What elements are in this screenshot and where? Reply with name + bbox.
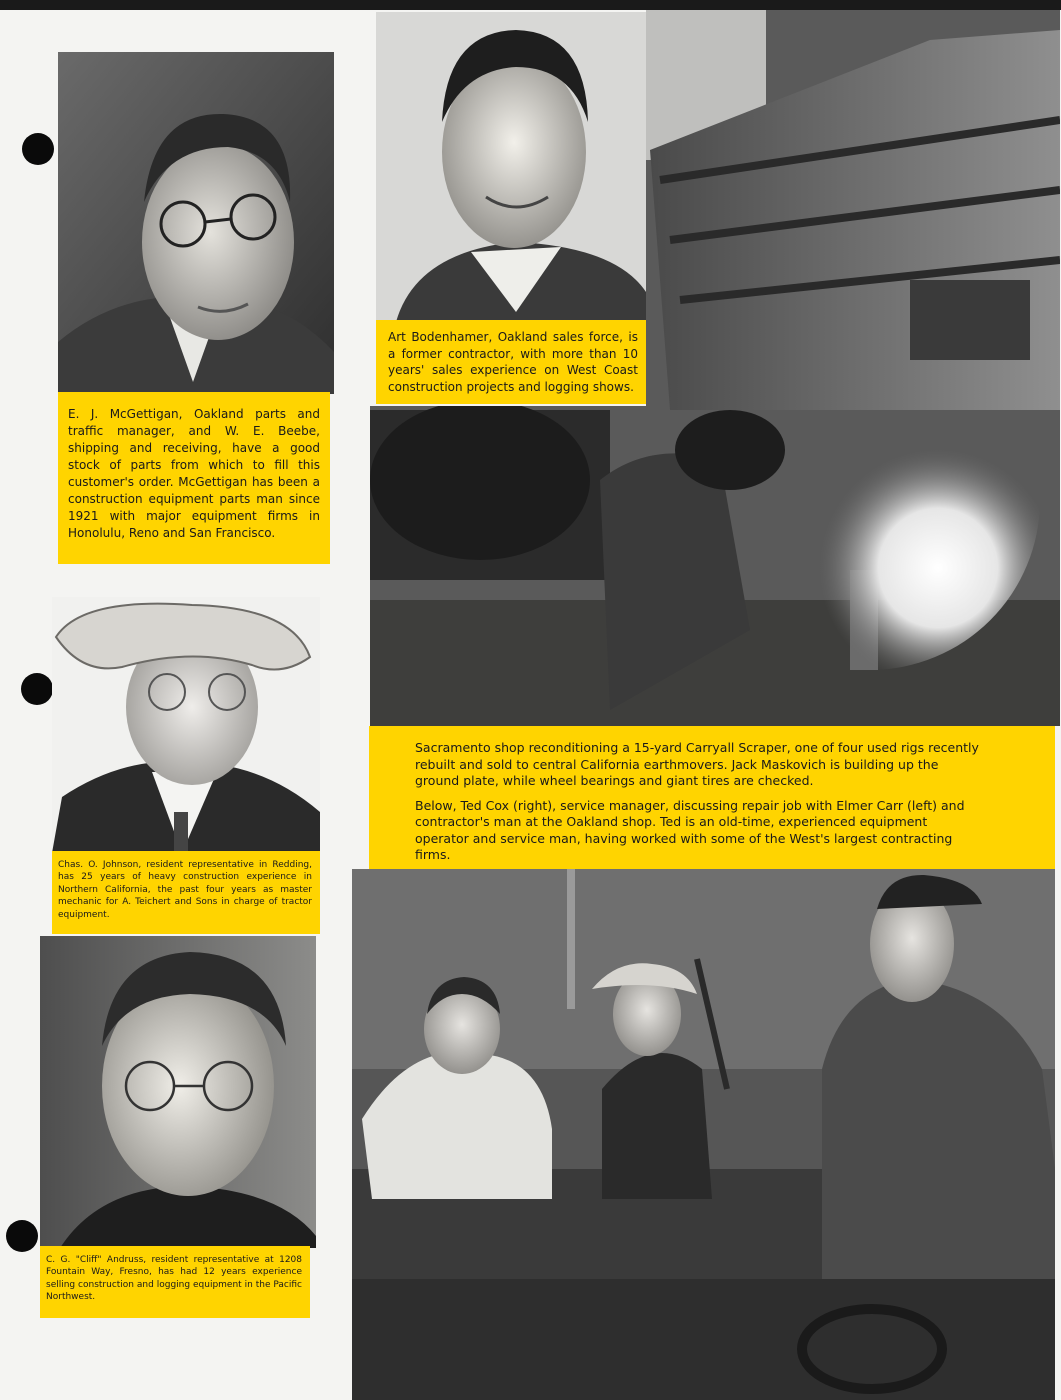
binder-hole-top [22,133,54,165]
photo-mcgettigan [58,52,334,394]
photo-johnson [52,597,320,853]
caption-johnson: Chas. O. Johnson, resident representative in Redding, has 25 years of heavy construction experience in Northern California, the past four years as master mechanic for A. Teichert and Sons in charge of tractor equipment. [52,851,320,934]
caption-andruss: C. G. "Cliff" Andruss, resident representative at 1208 Fountain Way, Fresno, has had 12 years experience selling construction and logging equipment in the Pacific Northwest. [40,1246,310,1318]
shop-scene-image [352,869,1055,1400]
page-top-edge [0,0,1061,10]
photo-andruss [40,936,316,1248]
caption-main-sacramento: Sacramento shop reconditioning a 15-yard Carryall Scraper, one of four used rigs recently rebuilt and sold to central California earthmovers. Jack Maskovich is building up the ground plate, while wheel bearings and giant tires are checked. [415,740,979,788]
caption-main [369,726,1055,869]
caption-mcgettigan: E. J. McGettigan, Oakland parts and traffic manager, and W. E. Beebe, shipping and receiving, have a good stock of parts from which to fill this customer's order. McGettigan has been a construction equipment parts man since 1921 with major equipment firms in Honolulu, Reno and San Francisco. [58,392,330,564]
binder-hole-bottom [6,1220,38,1252]
binder-hole-middle [21,673,53,705]
portrait-andruss-image [40,936,316,1248]
portrait-johnson-image [52,597,320,853]
portrait-mcgettigan-image [58,52,334,394]
caption-bodenhamer: Art Bodenhamer, Oakland sales force, is a former contractor, with more than 10 years' sales experience on West Coast construction projects and logging shows. [376,320,646,404]
portrait-bodenhamer-image [376,12,646,322]
photo-bodenhamer [376,12,646,322]
photo-oakland-shop [352,869,1055,1400]
caption-main-ted-cox: Below, Ted Cox (right), service manager, discussing repair job with Elmer Carr (left) and contractor's man at the Oakland shop. Ted is an old-time, experienced equipment operator and service man, having worked with some of the West's largest contracting firms. [415,797,965,862]
